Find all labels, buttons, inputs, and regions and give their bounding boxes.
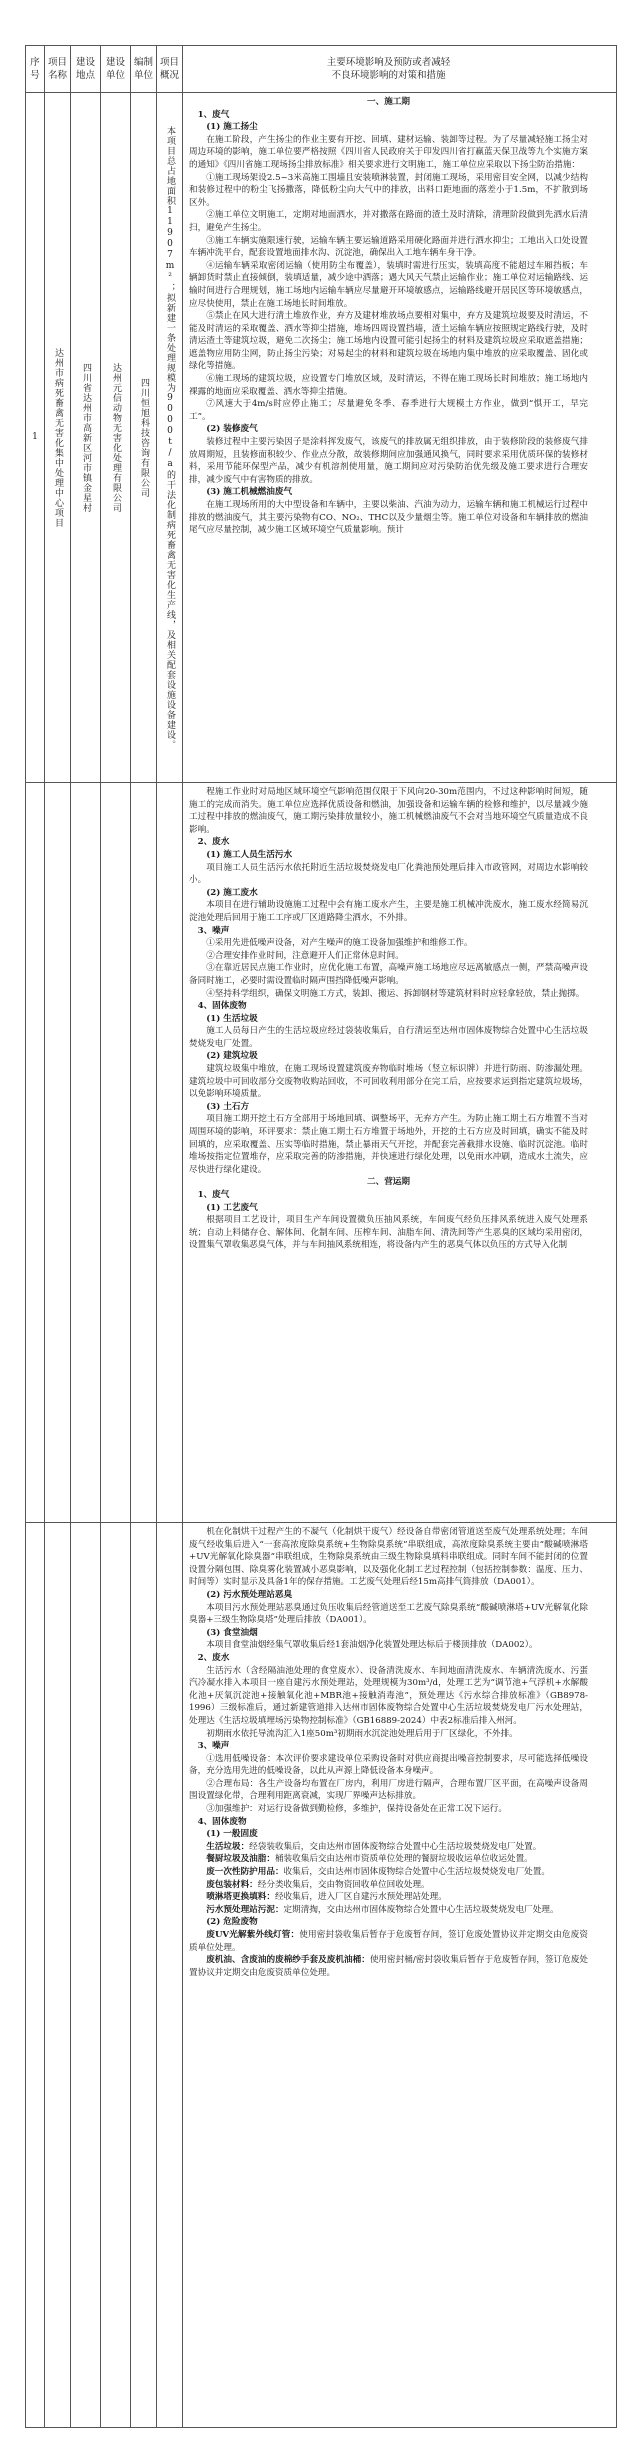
cell-blank (157, 783, 183, 1522)
compiler-text: 四川恒旭科技咨询有限公司 (139, 377, 149, 498)
cell-blank (26, 783, 45, 1522)
header-measures-line2: 不良环境影响的对策和措施 (331, 70, 446, 81)
paragraph: ①选用低噪设备：本次评价要求建设单位采购设备时对供应商提出噪音控制要求，尽可能选择低噪设备，充分选用先进的低噪设备，以此从声源上降低设备本身噪声。 (189, 1753, 588, 1777)
paragraph: 餐厨垃圾及油脂：桶装收集后交由达州市资质单位处理的餐厨垃圾收运单位收运处置。 (206, 1854, 533, 1865)
table-row (25, 783, 617, 1523)
paragraph: 本项目污水预处理站恶臭通过负压收集后经管道送至工艺废气除臭系统“酸碱喷淋塔+UV光解氧化除臭器+三级生物除臭塔”处理后排放（DA001）。 (189, 1602, 588, 1626)
paragraph: 生活垃圾：经袋装收集后，交由达州市固体废物综合处置中心生活垃圾焚烧发电厂处置。 (206, 1841, 542, 1852)
section-heading: 二、营运期 (367, 1177, 410, 1188)
cell-compiler (131, 93, 157, 782)
cell-blank (45, 783, 71, 1522)
section-heading: (2) 施工废水 (206, 887, 258, 898)
paragraph: 根据项目工艺设计，项目生产车间设置微负压抽风系统，车间废气经负压排风系统进入废气处理系统；自动上料储存仓、解体间、化制车间、压榨车间、油脂车间、清洗间等产生恶臭的区域均采用密闭，设置集气罩收集恶臭气体，并与车间抽风系统相连，将设备内产生的恶臭气体以负压的方式导入化制 (189, 1215, 588, 1251)
measures-block-1 (183, 93, 594, 782)
section-heading: 1、废气 (197, 109, 230, 120)
section-heading: 2、废水 (197, 837, 230, 848)
section-heading: 4、固体废物 (197, 1001, 247, 1012)
cell-blank (101, 783, 131, 1522)
builder-text: 达州元信动物无害化处理有限公司 (111, 362, 121, 513)
paragraph: 废机油、含废油的废棉纱手套及废机油桶：使用密封桶/密封袋收集后暂存于危废暂存间，签订危废处置协议并定期交由危废资质单位处理。 (189, 1955, 588, 1978)
table-row (25, 1523, 617, 2428)
paragraph: 机在化制烘干过程产生的不凝气（化制烘干废气）经设备自带密闭管道送至废气处理系统处理；车间废气经收集后进入“一套高浓度除臭系统+生物除臭系统”串联组成，高浓度除臭系统主要由“酸碱喷淋塔+UV光解氧化除臭器”串联组成，生物除臭系统由三级生物除臭填料串联组成。同时车间不能封闭的位置设置分隔包围、除臭雾化装置减小恶臭影响，以及强化化制工艺过程控制（包括控制参数：温度、压力、时间等）实时显示及具备1年的保存措施。工艺废气处理后经15m高排气筒排放（DA001）。 (189, 1527, 588, 1588)
section-heading: (2) 污水预处理站恶臭 (206, 1589, 293, 1600)
header-project-name: 项目名称 (45, 46, 71, 92)
cell-seq: 1 (26, 93, 45, 782)
section-heading: 3、噪声 (197, 925, 230, 936)
paragraph: 程施工作业时对局地区域环境空气影响范围仅限于下风向20-30m范围内，不过这种影响时间短，随施工的完成而消失。施工单位应选择优质设备和燃油，加强设备和运输车辆的检修和维护，以尽量减少施工过程中排放的燃油废气，施工期污染排放量较小，施工机械燃油废气不会对当地环境空气质量造成不良影响。 (189, 787, 588, 835)
paragraph: 废包装材料：经分类收集后，交由物资回收单位回收处理。 (206, 1879, 430, 1890)
measures-block-3 (183, 1523, 594, 2427)
paragraph: 项目施工期开挖土石方全部用于场地回填、调整场平，无弃方产生。为防止施工期土石方堆置不当对周围环境的影响，环评要求：禁止施工期土石方堆置于场地外，开挖的土石方应及时回填，确实不能及时回填的，应采取覆盖、压实等临时措施，禁止暴雨天气开挖，并配套完善截排水设施、临时沉淀池。临时堆场按指定位置堆存，应采取完善的防渗措施，并快速进行绿化处理，以免雨水冲刷，造成水土流失，应尽快进行绿化建设。 (189, 1114, 588, 1175)
section-heading: (1) 生活垃圾 (206, 1013, 258, 1024)
paragraph: 污水预处理站污泥：定期清掏，交由达州市固体废物综合处置中心生活垃圾焚烧发电厂处理。 (206, 1904, 559, 1915)
paragraph: 废UV光解紫外线灯管：使用密封袋收集后暂存于危废暂存间，签订危废处置协议并定期交由危废资质单位处理。 (189, 1930, 588, 1953)
paragraph: ①采用先进低噪声设备，对产生噪声的施工设备加强维护和维修工作。 (206, 938, 473, 949)
table-row (25, 93, 617, 783)
section-heading: (2) 装修废气 (206, 424, 258, 435)
paragraph: ②合理布局：各生产设备均布置在厂房内，利用厂房进行隔声，合理布置厂区平面，在高噪声设备周围设置绿化带，合理利用距离衰减，实现厂界噪声达标排放。 (189, 1778, 588, 1802)
overview-text: 本项目总占地面积11907m²；拟新建一条处理规模为9000t/a的干法化制病死畜禽无害化生产线，及相关配套设施设备建设。 (165, 125, 175, 750)
cell-project-name (45, 93, 71, 782)
header-seq: 序号 (26, 46, 45, 92)
paragraph: 本项目食堂油烟经集气罩收集后经1套油烟净化装置处理达标后于楼顶排放（DA002）。 (206, 1640, 538, 1651)
cell-blank (131, 1523, 157, 2427)
paragraph: ③施工车辆实施限速行驶，运输车辆主要运输道路采用硬化路面并进行洒水抑尘；工地出入口处设置车辆冲洗平台，配套设置地面排水沟、沉淀池，确保出入工地车辆车身干净。 (189, 235, 588, 259)
paragraph: 在施工现场所用的大中型设备和车辆中，主要以柴油、汽油为动力，运输车辆和施工机械运行过程中排放的燃油废气，其主要污染物有CO、NO₂、THC以及少量烟尘等。施工单位对设备和车辆排放的燃油尾气应尽量控制，减少施工区域环境空气质量影响。预计 (189, 500, 588, 536)
section-heading: 一、施工期 (367, 97, 410, 107)
section-heading: (2) 危险废物 (206, 1917, 258, 1928)
cell-blank (157, 1523, 183, 2427)
header-builder: 建设单位 (101, 46, 131, 92)
cell-blank (45, 1523, 71, 2427)
section-heading: (1) 工艺废气 (206, 1202, 258, 1213)
paragraph: ⑤禁止在风大进行清土堆放作业，弃方及建材堆放场点要相对集中，弃方及建筑垃圾要及时清运，不能及时清运的采取覆盖、洒水等抑尘措施，堆场四周设置挡墙，渣土运输车辆应按照规定路线行驶，及时清运渣土等建筑垃圾，避免二次扬尘；施工场地内设置可能引起扬尘的材料及建筑垃圾应采取遮盖措施；遮盖物应用防尘网，防止扬尘污染；对易起尘的材料和建筑垃圾在场地内集中堆放的应采取覆盖、固化或绿化等措施。 (189, 311, 588, 372)
section-heading: (1) 施工人员生活污水 (206, 849, 293, 860)
section-heading: 3、噪声 (197, 1741, 230, 1752)
section-heading: (1) 一般固废 (206, 1829, 258, 1840)
location-text: 四川省达州市高新区河市镇金星村 (81, 362, 91, 513)
cell-blank (131, 783, 157, 1522)
paragraph: ③在靠近居民点施工作业时，应优化施工布置，高噪声施工场地应尽远离敏感点一侧，严禁高噪声设备同时施工，必要时需设置临时隔声围挡降低噪声影响。 (189, 963, 588, 986)
table-header-row (25, 45, 617, 93)
paragraph: ④运输车辆采取密闭运输（使用防尘布覆盖），装填时需进行压实，装填高度不能超过车厢挡板；车辆卸货时禁止直接倾倒，装填适量，减少途中洒落；遇大风天气禁止运输作业；施工单位对运输路线、运输时间进行合理规划，施工场地内运输车辆应尽量避开环境敏感点，运输路线避开居民区等环境敏感点，应尽快使用，禁止在施工场地长时间堆放。 (189, 260, 588, 309)
cell-blank (26, 1523, 45, 2427)
project-name-text: 达州市病死畜禽无害化集中处理中心项目 (53, 347, 63, 528)
paragraph: 本项目在进行辅助设施施工过程中会有施工废水产生，主要是施工机械冲洗废水，施工废水经简易沉淀池处理后回用于施工工序或厂区道路降尘洒水，不外排。 (189, 900, 588, 923)
cell-blank (71, 1523, 101, 2427)
paragraph: ④坚持科学组织，确保文明施工方式，装卸、搬运、拆卸钢材等建筑材料时应轻拿轻放，禁止抛掷。 (206, 988, 585, 999)
paragraph: ⑦风速大于4m/s时应停止施工；尽量避免冬季、春季进行大规模土方作业，做到“惧开工，早完工”。 (189, 399, 588, 422)
header-measures (183, 46, 594, 92)
paragraph: 初期雨水依托导流沟汇入1座50m³初期雨水沉淀池处理后用于厂区绿化，不外排。 (206, 1728, 518, 1739)
paragraph: ①施工现场架设2.5~3米高施工围墙且安装喷淋装置，封闭施工现场，采用密目安全网，以减少结构和装修过程中的粉尘飞扬撒落，降低粉尘向大气中的排放，出料口距地面的落差小于1.5m，不扩散到场区外。 (189, 172, 588, 208)
paragraph: 项目施工人员生活污水依托附近生活垃圾焚烧发电厂化粪池预处理后排入市政管网，对周边水影响较小。 (189, 862, 588, 886)
paragraph: ⑥施工现场的建筑垃圾，应设置专门堆放区域，及时清运，不得在施工现场长时间堆放；施工场地内裸露的地面应采取覆盖、洒水等抑尘措施。 (189, 374, 588, 397)
paragraph: ②合理安排作业时间，注意避开人们正常休息时间。 (206, 950, 404, 961)
paragraph: 装修过程中主要污染因子是涂料挥发废气，该废气的排放属无组织排放，由于装修阶段的装修废气排放周期短，且装修面积较少、作业点分散，故装修期间应加强通风换气，同时要求采用优质环保的装修材料，采用节能环保型产品，减少有机溶剂使用量，施工期间应对污染防治优先级及施工要求进行合理安排，减少废气中有害物质的排放。 (189, 437, 588, 485)
paragraph: ③加强维护：对运行设备做到勤检修，多维护，保持设备处在正常工况下运行。 (206, 1804, 507, 1815)
header-location: 建设地点 (71, 46, 101, 92)
paragraph: 喷淋塔更换填料：经收集后，进入厂区自建污水预处理站处理。 (206, 1892, 447, 1903)
header-compiler: 编制单位 (131, 46, 157, 92)
section-heading: (1) 施工扬尘 (206, 122, 258, 133)
cell-blank (71, 783, 101, 1522)
section-heading: 4、固体废物 (197, 1816, 247, 1827)
cell-blank (101, 1523, 131, 2427)
measures-block-2 (183, 783, 594, 1522)
header-measures-line1: 主要环境影响及预防或者减轻 (326, 57, 451, 68)
section-heading: (3) 土石方 (206, 1101, 250, 1112)
paragraph: ②施工单位文明施工，定期对地面洒水，并对撒落在路面的渣土及时清除，清理阶段做到先洒水后清扫，避免产生扬尘。 (189, 210, 588, 233)
header-overview: 项目概况 (157, 46, 183, 92)
section-heading: (3) 施工机械燃油废气 (206, 487, 293, 498)
section-heading: (3) 食堂油烟 (206, 1627, 258, 1638)
paragraph: 建筑垃圾集中堆放，在施工现场设置建筑废弃物临时堆场（竖立标识牌）并进行防雨、防渗漏处理。建筑垃圾中可回收部分交废物收购站回收，不可回收利用部分在完工后，应按要求运到指定建筑垃圾场，以免影响环境质量。 (189, 1064, 588, 1100)
cell-builder (101, 93, 131, 782)
section-heading: 1、废气 (197, 1190, 230, 1200)
section-heading: (2) 建筑垃圾 (206, 1051, 258, 1062)
paragraph: 生活污水（含经隔油池处理的食堂废水）、设备清洗废水、车间地面清洗废水、车辆清洗废水、污蛋汽冷凝水排入本项目一座自建污水预处理站，处理规模为30m³/d，处理工艺为“调节池+气浮机+水解酸化池+厌氧沉淀池+接触氧化池+MBR池+接触消毒池”，预处理达《污水综合排放标准》（GB8978-1996）三级标准后，通过新建管道排入达州市固体废物综合处置中心生活垃圾焚烧发电厂污水处理站，处理达《生活垃圾填埋场污染物控制标准》（GB16889-2024）中表2标准后排入州河。 (189, 1665, 588, 1726)
section-heading: 2、废水 (197, 1652, 230, 1663)
paragraph: 在施工阶段，产生扬尘的作业主要有开挖、回填、建材运输、装卸等过程。为了尽量减轻施工扬尘对周边环境的影响，施工单位要严格按照《四川省人民政府关于印发四川省打赢蓝天保卫战等九个实施方案的通知》《四川省施工现场扬尘排放标准》相关要求进行文明施工，施工单位应采取以下扬尘防治措施： (189, 134, 588, 170)
cell-overview (157, 93, 183, 782)
cell-location (71, 93, 101, 782)
paragraph: 施工人员每日产生的生活垃圾应经过袋装收集后，自行清运至达州市固体废物综合处置中心生活垃圾焚烧发电厂处置。 (189, 1026, 588, 1049)
eia-table (25, 45, 617, 2428)
paragraph: 废一次性防护用品：收集后，交由达州市固体废物综合处置中心生活垃圾焚烧发电厂处置。 (206, 1867, 550, 1878)
